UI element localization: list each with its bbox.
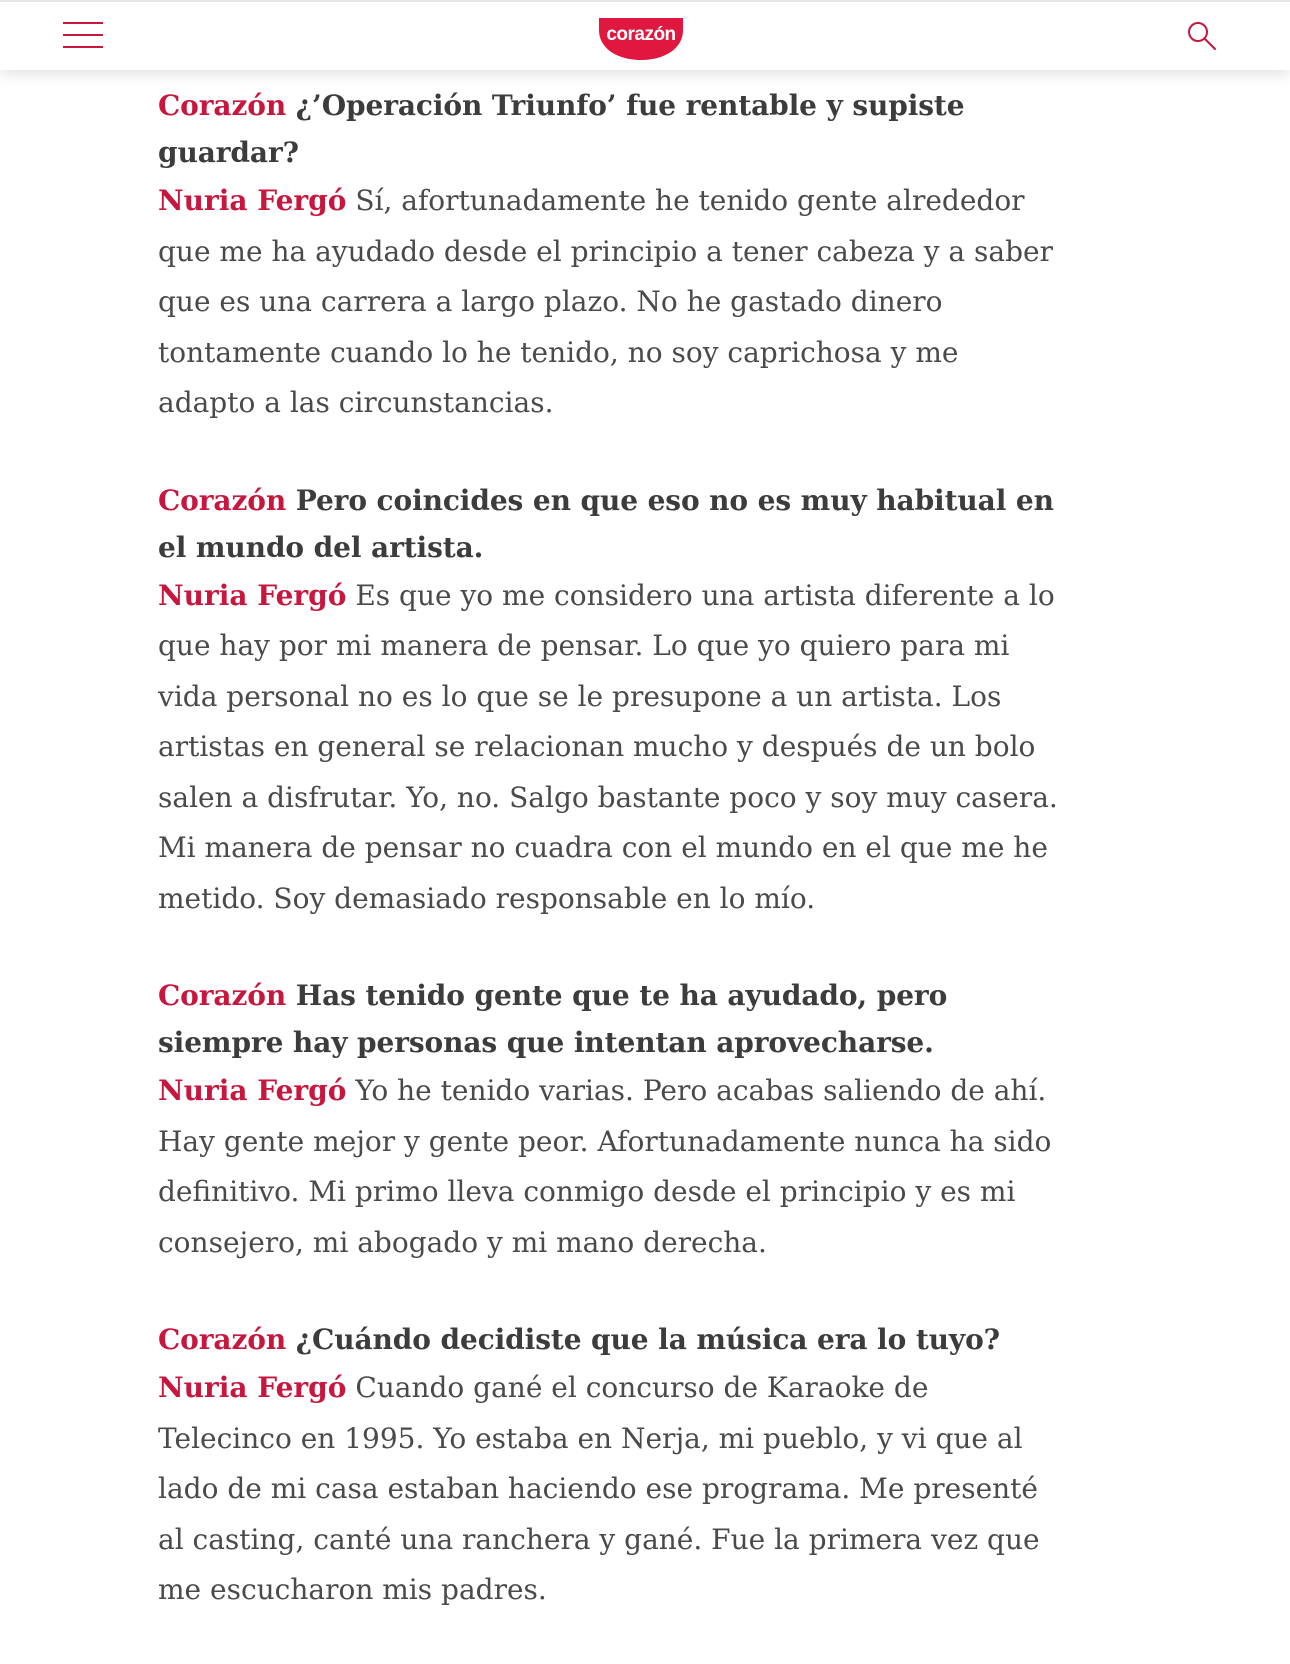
interviewer-name: Corazón — [158, 89, 287, 122]
answer-text: Sí, afortunadamente he tenido gente alrededor que me ha ayudado desde el principio a tener cabeza y a saber que es una carrera a largo plazo. No he gastado dinero tontamente cuando lo he tenido, no soy caprichosa y me adapto a las circunstancias. — [158, 184, 1053, 419]
qa-block — [158, 477, 1058, 925]
interviewer-name: Corazón — [158, 1323, 287, 1356]
qa-block — [158, 82, 1058, 429]
respondent-name: Nuria Fergó — [158, 1371, 347, 1404]
answer — [158, 1363, 1058, 1616]
answer-text: Cuando gané el concurso de Karaoke de Telecinco en 1995. Yo estaba en Nerja, mi pueblo, y vi que al lado de mi casa estaban haciendo ese programa. Me presenté al casting, canté una ranchera y gané. Fue la primera vez que me escucharon mis padres. — [158, 1371, 1040, 1606]
respondent-name: Nuria Fergó — [158, 184, 347, 217]
question-text: Has tenido gente que te ha ayudado, pero siempre hay personas que intentan aprovecharse. — [158, 979, 948, 1059]
answer — [158, 176, 1058, 429]
answer-text: Yo he tenido varias. Pero acabas saliendo de ahí. Hay gente mejor y gente peor. Afortunadamente nunca ha sido definitivo. Mi primo lleva conmigo desde el principio y es mi consejero, mi abogado y mi mano derecha. — [158, 1074, 1052, 1259]
interview-article — [158, 82, 1058, 1664]
question — [158, 82, 1058, 176]
question — [158, 972, 1058, 1066]
question — [158, 477, 1058, 571]
respondent-name: Nuria Fergó — [158, 1074, 347, 1107]
qa-block — [158, 1316, 1058, 1616]
question — [158, 1316, 1058, 1363]
answer-text: Es que yo me considero una artista diferente a lo que hay por mi manera de pensar. Lo que yo quiero para mi vida personal no es lo que se le presupone a un artista. Los artistas en general se relacionan mucho y después de un bolo salen a disfrutar. Yo, no. Salgo bastante poco y soy muy casera. Mi manera de pensar no cuadra con el mundo en el que me he metido. Soy demasiado responsable en lo mío. — [158, 578, 1058, 915]
question-text: Pero coincides en que eso no es muy habitual en el mundo del artista. — [158, 483, 1054, 564]
question-text: ¿Cuándo decidiste que la música era lo tuyo? — [295, 1323, 1000, 1356]
interviewer-name: Corazón — [158, 483, 287, 517]
search-icon[interactable] — [1186, 20, 1218, 52]
interviewer-name: Corazón — [158, 979, 287, 1012]
corazon-logo[interactable] — [596, 16, 686, 62]
hamburger-icon[interactable] — [63, 22, 103, 48]
answer — [158, 1066, 1058, 1268]
logo-text: corazón — [606, 24, 676, 45]
answer — [158, 571, 1058, 925]
question-text: ¿’Operación Triunfo’ fue rentable y supiste guardar? — [158, 89, 965, 169]
site-header — [0, 0, 1290, 70]
qa-block — [158, 972, 1058, 1268]
respondent-name: Nuria Fergó — [158, 578, 347, 612]
